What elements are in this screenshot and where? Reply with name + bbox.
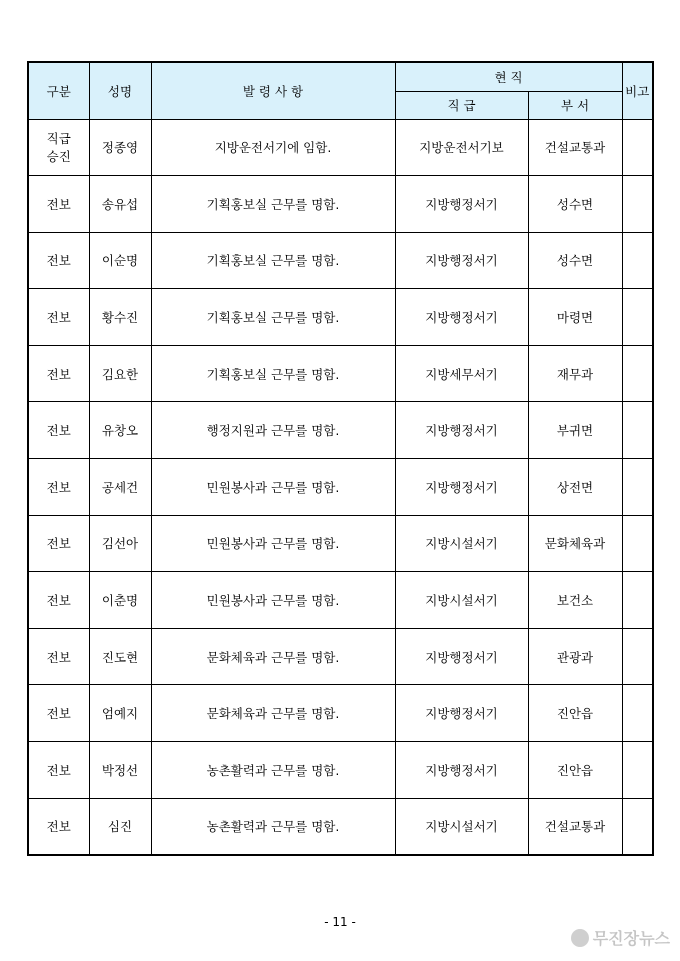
row-rank: 지방행정서기	[395, 232, 528, 289]
row-dept: 상전면	[528, 459, 622, 516]
row-dept: 부귀면	[528, 402, 622, 459]
row-name: 황수진	[89, 289, 151, 346]
row-category: 전보	[28, 402, 89, 459]
row-note	[622, 572, 653, 629]
row-dept: 성수면	[528, 176, 622, 233]
row-note	[622, 459, 653, 516]
row-name: 이순명	[89, 232, 151, 289]
table-row	[28, 345, 653, 402]
row-name: 송유섭	[89, 176, 151, 233]
row-name: 이춘명	[89, 572, 151, 629]
table-row	[28, 742, 653, 799]
table-row	[28, 459, 653, 516]
page-number: - 11 -	[324, 915, 356, 929]
row-dept: 건설교통과	[528, 798, 622, 855]
row-rank: 지방행정서기	[395, 628, 528, 685]
table-body	[28, 119, 653, 855]
header-current: 현 직	[395, 62, 622, 91]
table-row	[28, 572, 653, 629]
row-rank: 지방행정서기	[395, 685, 528, 742]
row-order: 농촌활력과 근무를 명함.	[151, 798, 395, 855]
row-rank: 지방시설서기	[395, 798, 528, 855]
row-rank: 지방시설서기	[395, 515, 528, 572]
row-category: 전보	[28, 289, 89, 346]
row-category: 전보	[28, 798, 89, 855]
row-rank: 지방행정서기	[395, 402, 528, 459]
personnel-table	[27, 61, 654, 856]
row-name: 박정선	[89, 742, 151, 799]
row-note	[622, 798, 653, 855]
table-row	[28, 798, 653, 855]
row-order: 문화체육과 근무를 명함.	[151, 685, 395, 742]
row-order: 문화체육과 근무를 명함.	[151, 628, 395, 685]
row-category: 전보	[28, 628, 89, 685]
row-name: 김선아	[89, 515, 151, 572]
row-order: 기획홍보실 근무를 명함.	[151, 232, 395, 289]
row-note	[622, 232, 653, 289]
row-note	[622, 628, 653, 685]
row-category: 전보	[28, 232, 89, 289]
row-dept: 관광과	[528, 628, 622, 685]
row-name: 엄예지	[89, 685, 151, 742]
table-row	[28, 402, 653, 459]
row-order: 기획홍보실 근무를 명함.	[151, 345, 395, 402]
header-rank: 직 급	[395, 91, 528, 119]
row-dept: 진안읍	[528, 685, 622, 742]
row-rank: 지방시설서기	[395, 572, 528, 629]
header-category: 구분	[28, 62, 89, 119]
row-dept: 건설교통과	[528, 119, 622, 176]
row-name: 정종영	[89, 119, 151, 176]
table-row	[28, 515, 653, 572]
row-rank: 지방운전서기보	[395, 119, 528, 176]
row-name: 유창오	[89, 402, 151, 459]
row-order: 민원봉사과 근무를 명함.	[151, 572, 395, 629]
row-rank: 지방세무서기	[395, 345, 528, 402]
row-dept: 진안읍	[528, 742, 622, 799]
row-rank: 지방행정서기	[395, 459, 528, 516]
row-dept: 재무과	[528, 345, 622, 402]
row-category: 직급 승진	[28, 119, 89, 176]
row-note	[622, 119, 653, 176]
row-rank: 지방행정서기	[395, 176, 528, 233]
row-order: 농촌활력과 근무를 명함.	[151, 742, 395, 799]
row-category: 전보	[28, 515, 89, 572]
table-row	[28, 628, 653, 685]
row-note	[622, 176, 653, 233]
row-category: 전보	[28, 459, 89, 516]
row-name: 심진	[89, 798, 151, 855]
row-rank: 지방행정서기	[395, 289, 528, 346]
row-order: 기획홍보실 근무를 명함.	[151, 176, 395, 233]
row-dept: 마령면	[528, 289, 622, 346]
row-note	[622, 289, 653, 346]
row-name: 김요한	[89, 345, 151, 402]
table-row	[28, 119, 653, 176]
row-dept: 보건소	[528, 572, 622, 629]
mountain-logo-icon	[571, 929, 589, 947]
row-dept: 문화체육과	[528, 515, 622, 572]
row-note	[622, 742, 653, 799]
row-dept: 성수면	[528, 232, 622, 289]
header-dept: 부 서	[528, 91, 622, 119]
row-order: 행정지원과 근무를 명함.	[151, 402, 395, 459]
header-name: 성명	[89, 62, 151, 119]
row-name: 진도현	[89, 628, 151, 685]
row-note	[622, 685, 653, 742]
row-order: 지방운전서기에 임함.	[151, 119, 395, 176]
table-row	[28, 685, 653, 742]
header-order: 발 령 사 항	[151, 62, 395, 119]
row-category: 전보	[28, 176, 89, 233]
row-category: 전보	[28, 572, 89, 629]
watermark	[571, 926, 670, 949]
row-note	[622, 345, 653, 402]
row-name: 공세건	[89, 459, 151, 516]
row-note	[622, 515, 653, 572]
row-rank: 지방행정서기	[395, 742, 528, 799]
header-note: 비고	[622, 62, 653, 119]
row-order: 민원봉사과 근무를 명함.	[151, 459, 395, 516]
row-note	[622, 402, 653, 459]
watermark-text: 무진장뉴스	[592, 929, 670, 948]
row-order: 민원봉사과 근무를 명함.	[151, 515, 395, 572]
row-category: 전보	[28, 685, 89, 742]
row-category: 전보	[28, 345, 89, 402]
row-category: 전보	[28, 742, 89, 799]
table-row	[28, 289, 653, 346]
table-row	[28, 232, 653, 289]
table-row	[28, 176, 653, 233]
row-order: 기획홍보실 근무를 명함.	[151, 289, 395, 346]
